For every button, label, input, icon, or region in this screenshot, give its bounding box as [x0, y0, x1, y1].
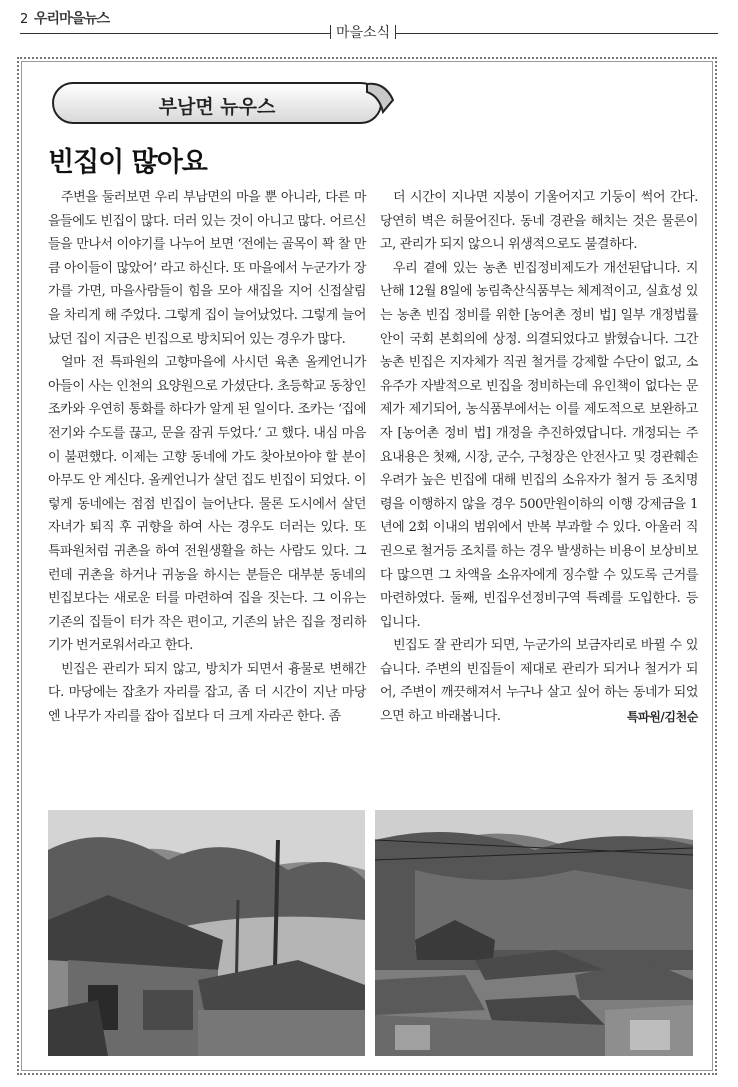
closing-text: 빈집도 잘 관리가 되면, 누군가의 보금자리로 바뀔 수 있습니다. 주변의 빈집들이 제대로 관리가 되거나 철거가 되어, 주변이 깨끗해져서 누구나 살고 싶어 하는 동네가 되었으면 하고 바래봅니다.: [380, 638, 698, 725]
paragraph: 얼마 전 특파원의 고향마을에 사시던 육촌 올케언니가 아들이 사는 인천의 요양원으로 가셨단다. 초등학교 동창인 조카와 우연히 통화를 하다가 알게 된 일이다. 조카는 ‘집에 전기와 수도를 끊고, 문을 잠궈 두었다.’ 고 했다. 내심 마음이 불편했다. 이제는 고향 동네에 가도 찾아보아야 할 분이 아무도 안 계신다. 올케언니가 살던 집도 빈집이 되었다. 이렇게 동네에는 점점 빈집이 늘어난다. 물론 도시에서 살던 자녀가 퇴직 후 귀향을 하여 사는 경우도 더러는 있다. 또 특파원처럼 귀촌을 하여 전원생활을 하는 사람도 있다. 그런데 귀촌을 하거나 귀농을 하시는 분들은 대부분 동네의 빈집보다는 새로운 터를 마련하여 집을 짓는다. 그 이유는 기존의 집들이 터가 작은 편이고, 기존의 낡은 집을 정리하기가 번거로워서라고 한다.: [48, 355, 366, 654]
abandoned-house-photo: [48, 810, 365, 1056]
paragraph: 더 시간이 지나면 지붕이 기울어지고 기둥이 썩어 간다. 당연히 벽은 허물어진다. 동네 경관을 해치는 것은 물론이고, 관리가 되지 않으니 위생적으로도 불결하다.: [380, 190, 698, 253]
paragraph: [380, 634, 698, 728]
article-column-right: [380, 186, 698, 730]
page-curl-icon: [365, 78, 397, 114]
article-column-left: [48, 186, 366, 729]
paragraph: 빈집은 관리가 되지 않고, 방치가 되면서 흉물로 변해간다. 마당에는 잡초가 자리를 잡고, 좀 더 시간이 지난 마당엔 나무가 자리를 잡아 집보다 더 크게 자라곤 한다. 좀: [48, 661, 366, 725]
village-rooftops-photo: [375, 810, 693, 1056]
newsletter-logo: 우리마을뉴스: [34, 11, 110, 27]
section-title: 마을소식: [330, 22, 396, 42]
article-title: 빈집이 많아요: [48, 147, 207, 178]
byline: 특파원/김천순: [626, 710, 698, 725]
region-banner: [52, 82, 382, 124]
page-number: 2: [20, 12, 29, 27]
paragraph: 주변을 둘러보면 우리 부남면의 마을 뿐 아니라, 다른 마을들에도 빈집이 많다. 더러 있는 것이 아니고 많다. 어르신들을 만나서 이야기를 나누어 보면 ‘전에는 골목이 꽉 찰 만큼 아이들이 많았어’ 라고 하신다. 또 마을에서 누군가가 장가를 가면, 마을사람들이 힘을 모아 새집을 지어 신접살림을 차리게 해 주었다. 그렇게 집이 늘어났었다. 그렇게 늘어났던 집이 지금은 빈집으로 방치되어 있는 경우가 많다.: [48, 190, 366, 347]
banner-label: 부남면 뉴우스: [158, 96, 276, 118]
paragraph: 우리 곁에 있는 농촌 빈집정비제도가 개선된답니다. 지난해 12월 8일에 농림축산식품부는 체계적이고, 실효성 있는 농촌 빈집 정비를 위한 [농어촌 정비 법] 일부 개정법률 안이 국회 본회의에 상정. 의결되었다고 밝혔습니다. 그간 농촌 빈집은 지자체가 직권 철거를 강제할 수단이 없고, 소유주가 자발적으로 빈집을 정비하는데 유인책이 없다는 문제가 제기되어, 농식품부에서는 이를 제도적으로 보완하고자 [농어촌 정비 법] 개정을 추진하였답니다. 개정되는 주요내용은 첫째, 시장, 군수, 구청장은 안전사고 및 경관훼손 우려가 높은 빈집에 대해 빈집의 소유자가 철거 등 조치명령을 이행하지 않을 경우 500만원이하의 이행 강제금을 1년에 2회 이내의 범위에서 반복 부과할 수 있다. 아울러 직권으로 철거등 조치를 하는 경우 발생하는 비용이 보상비보다 많으면 그 차액을 소유자에게 징수할 수 있도록 근거를 마련하였다. 둘째, 빈집우선정비구역 특례를 도입한다. 등입니다.: [380, 260, 698, 630]
